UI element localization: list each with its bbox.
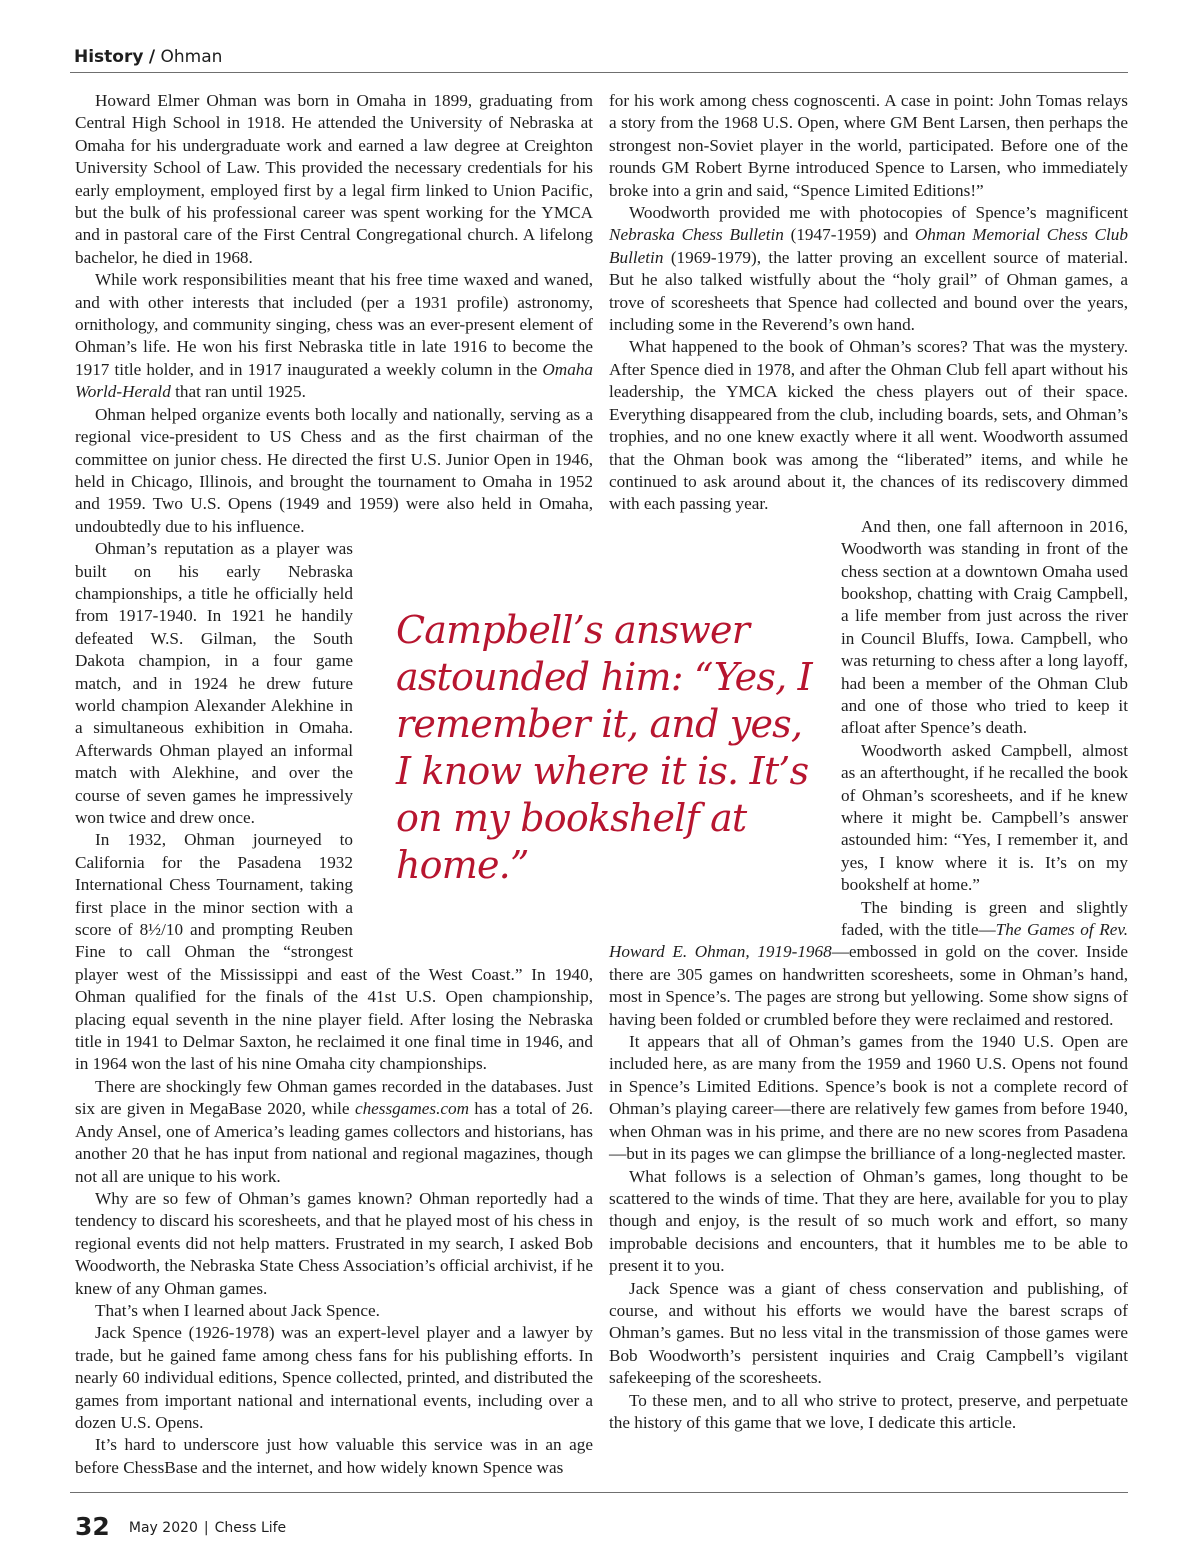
article-paragraph: for his work among chess cognoscenti. A case in point: John Tomas relays a story from the 1968 U.S. Open, where GM Bent Larsen, then perhaps the strongest non-Soviet player in the world, participated. Before one of the rounds GM Robert Byrne introduced Spence to Larsen, who immediately broke into a grin and said, “Spence Limited Editions!” xyxy=(609,91,1128,200)
article-paragraph: Woodworth asked Campbell, almost as an afterthought, if he recalled the book of Ohman’s scoresheets, and if he knew where it might be. Campbell’s answer astounded him: “Yes, I remember it, and yes, I know where it is. It’s on my bookshelf at home.” xyxy=(841,740,1128,895)
italic-title: Nebraska Chess Bulletin xyxy=(609,225,784,245)
section-label: History xyxy=(74,47,144,67)
article-paragraph: It’s hard to underscore just how valuable this service was in an age before ChessBase and the internet, and how widely known Spence was xyxy=(75,1435,593,1477)
article-paragraph: Ohman helped organize events both locally and nationally, serving as a regional vice-president to US Chess and as the first chairman of the committee on junior chess. He directed the first U.S. Junior Open in 1946, held in Chicago, Illinois, and brought the tournament to Omaha in 1952 and 1959. Two U.S. Opens (1949 and 1959) were also held in Omaha, undoubtedly due to his influence. xyxy=(75,404,593,536)
article-paragraph: That’s when I learned about Jack Spence. xyxy=(95,1300,380,1320)
italic-title: chessgames.com xyxy=(354,1099,470,1119)
italic-title: Omaha World-Herald xyxy=(75,359,593,402)
section-subject: Ohman xyxy=(160,47,223,67)
article-paragraph: What follows is a selection of Ohman’s games, long thought to be scattered to the winds of time. That they are here, available for you to play though and enjoy, is the result of so much work and effort, so many improbable decisions and encounters, that it humbles me to be able to present it to you. xyxy=(609,1166,1128,1276)
footer-divider: | xyxy=(203,1520,209,1536)
page-number: 32 xyxy=(75,1512,110,1541)
page-footer xyxy=(75,1512,286,1541)
italic-title: The Games of Rev. Howard E. Ohman, 1919-1968 xyxy=(609,920,1128,962)
running-head xyxy=(74,47,222,67)
article-paragraph: Ohman’s reputation as a player was built on his early Nebraska championships, a title he officially held from 1917-1940. In 1921 he handily defeated W.S. Gilman, the South Dakota champion, in a four game match, and in 1924 he drew future world champion Alexander Alekhine in a simultaneous exhibition in Omaha. Afterwards Ohman played an informal match with Alekhine, and over the course of seven games he impressively won twice and drew once. xyxy=(75,538,593,829)
publication-name: Chess Life xyxy=(214,1520,287,1536)
article-paragraph: Woodworth provided me with photocopies of Spence’s magnificent Nebraska Chess Bulletin (1947-1959) and Ohman Memorial Chess Club Bulletin (1969-1979), the latter proving an excellent source of material. But he also talked wistfully about the “holy grail” of Ohman games, a trove of scoresheets that Spence had collected and bound over the years, including some in the Reverend’s own hand. xyxy=(609,203,1128,335)
article-paragraph: Howard Elmer Ohman was born in Omaha in 1899, graduating from Central High School in 1918. He attended the University of Nebraska at Omaha for his undergraduate work and earned a law degree at Creighton University School of Law. This provided the necessary credentials for his early employment, employed first by a legal firm linked to Union Pacific, but the bulk of his professional career was spent working for the YMCA and in pastoral care of the First Central Congregational church. A lifelong bachelor, he died in 1968. xyxy=(75,91,593,267)
article-paragraph: What happened to the book of Ohman’s scores? That was the mystery. After Spence died in 1978, and after the Ohman Club fell apart without his leadership, the YMCA kicked the chess players out of their space. Everything disappeared from the club, including boards, sets, and Ohman’s trophies, and no one knew exactly where it all went. Woodworth assumed that the Ohman book was among the “liberated” items, and while he continued to ask around about it, the chances of its rediscovery dimmed with each passing year. xyxy=(609,337,1128,514)
article-paragraph: The binding is green and slightly faded, with the title—The Games of Rev. Howard E. Ohman, 1919-1968—embossed in gold on the cover. Inside there are 305 games on handwritten scoresheets, some in Ohman’s hand, most in Spence’s. The pages are strong but yellowing. Some show signs of having been folded or crumbled before they were reclaimed and restored. xyxy=(609,897,1128,1029)
section-separator: / xyxy=(148,47,156,67)
article-paragraph: Jack Spence (1926-1978) was an expert-level player and a lawyer by trade, but he gained fame among chess fans for his publishing efforts. In nearly 60 individual editions, Spence collected, printed, and distributed the games from important national and international events, including over a dozen U.S. Opens. xyxy=(75,1323,593,1432)
article-paragraph: It appears that all of Ohman’s games from the 1940 U.S. Open are included here, as are many from the 1959 and 1960 U.S. Opens not found in Spence’s Limited Editions. Spence’s book is not a complete record of Ohman’s playing career—there are relatively few games from before 1940, when Ohman was in his prime, and there are no new scores from Pasadena—but in its pages we can glimpse the brilliance of a long-neglected master. xyxy=(609,1032,1128,1164)
footer-rule xyxy=(70,1492,1128,1493)
italic-title: Ohman Memorial Chess Club Bulletin xyxy=(609,225,1128,267)
issue-date: May 2020 xyxy=(128,1520,198,1536)
header-rule xyxy=(70,72,1128,73)
article-paragraph: Why are so few of Ohman’s games known? Ohman reportedly had a tendency to discard his scoresheets, and that he played most of his chess in regional events did not help matters. Frustrated in my search, I asked Bob Woodworth, the Nebraska State Chess Association’s official archivist, if he knew of any Ohman games. xyxy=(75,1188,593,1298)
pull-quote: Campbell’s answer astounded him: “Yes, I remember it, and yes, I know where it is. It’s on my bookshelf at home.” xyxy=(396,608,812,887)
article-paragraph: In 1932, Ohman journeyed to California for the Pasadena 1932 International Chess Tournament, taking first place in the minor section with a score of 8½/10 and prompting Reuben Fine to call Ohman the “strongest player west of the Mississippi and east of the West Coast.” In 1940, Ohman qualified for the finals of the 41st U.S. Open championship, placing equal seventh in the nine player field. After losing the Nebraska title in 1941 to Delmar Saxton, he reclaimed it one final time in 1946, and in 1964 won the last of his nine Omaha city championships. xyxy=(75,830,593,1074)
article-paragraph: There are shockingly few Ohman games recorded in the databases. Just six are given in MegaBase 2020, while chessgames.com has a total of 26. Andy Ansel, one of America’s leading games collectors and historians, has another 20 that he has input from national and regional magazines, though not all are unique to his work. xyxy=(75,1076,594,1186)
article-paragraph: To these men, and to all who strive to protect, preserve, and perpetuate the history of this game that we love, I dedicate this article. xyxy=(609,1390,1128,1432)
article-paragraph: Jack Spence was a giant of chess conservation and publishing, of course, and without his efforts we would have the barest scraps of Ohman’s games. But no less vital in the transmission of those games were Bob Woodworth’s persistent inquiries and Craig Campbell’s vigilant safekeeping of the scoresheets. xyxy=(609,1278,1128,1388)
article-paragraph: While work responsibilities meant that his free time waxed and waned, and with other interests that included (per a 1931 profile) astronomy, ornithology, and community singing, chess was an ever-present element of Ohman’s life. He won his first Nebraska title in late 1916 to become the 1917 title holder, and in 1917 inaugurated a weekly column in the Omaha World-Herald that ran until 1925. xyxy=(75,270,593,402)
article-paragraph: And then, one fall afternoon in 2016, Woodworth was standing in front of the chess section at a downtown Omaha used bookshop, chatting with Craig Campbell, a life member from just across the river in Council Bluffs, Iowa. Campbell, who was returning to chess after a long layoff, had been a member of the Ohman Club and one of those who tried to keep it afloat after Spence’s death. xyxy=(609,516,1128,740)
